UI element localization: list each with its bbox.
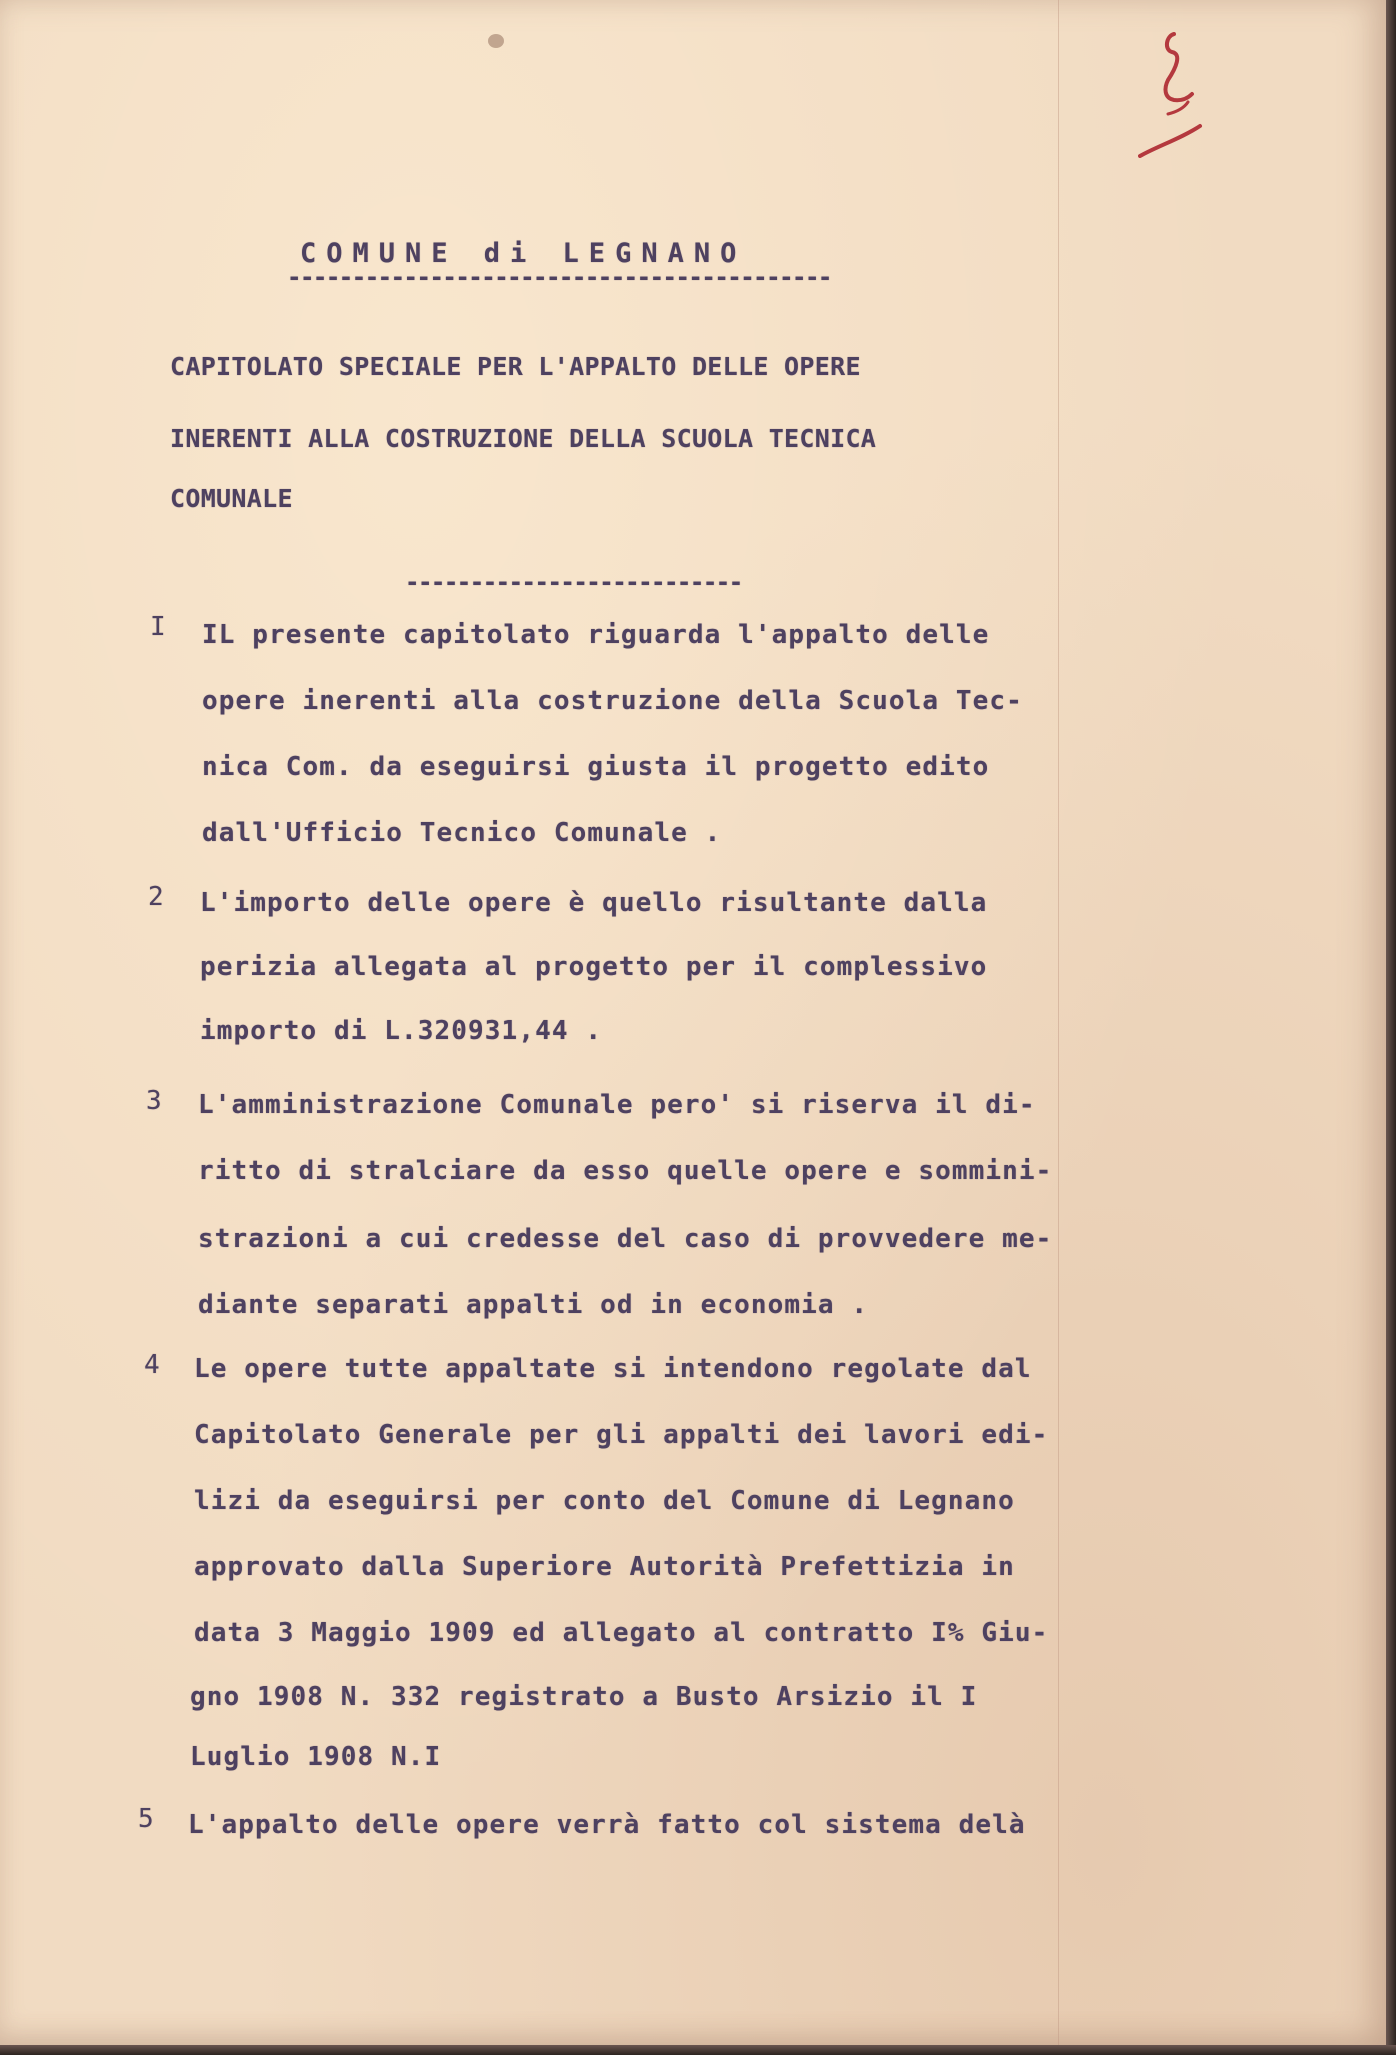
article-5-line-1: L'appalto delle opere verrà fatto col sistema delà xyxy=(188,1810,1026,1840)
article-4-line-2: Capitolato Generale per gli appalti dei lavori edi- xyxy=(194,1420,1049,1450)
article-3-line-2: ritto di stralciare da esso quelle opere e sommini- xyxy=(198,1156,1053,1186)
heading-line-2: INERENTI ALLA COSTRUZIONE DELLA SCUOLA TECNICA xyxy=(170,424,877,453)
article-3-line-4: diante separati appalti od in economia . xyxy=(198,1290,869,1320)
article-number: I xyxy=(150,612,167,642)
punch-hole xyxy=(488,34,504,48)
article-1-line-2: opere inerenti alla costruzione della Scuola Tec- xyxy=(202,686,1023,716)
heading-line-1: CAPITOLATO SPECIALE PER L'APPALTO DELLE OPERE xyxy=(170,352,861,381)
article-1-line-3: nica Com. da eseguirsi giusta il progetto edito xyxy=(202,752,990,782)
article-2-line-2: perizia allegata al progetto per il complessivo xyxy=(200,952,988,982)
margin-rule xyxy=(1058,0,1059,2045)
article-number: 4 xyxy=(144,1350,161,1380)
article-4-line-1: Le opere tutte appaltate si intendono regolate dal xyxy=(194,1354,1032,1384)
article-1-line-1: IL presente capitolato riguarda l'appalto delle xyxy=(202,620,990,650)
page-edge-bottom xyxy=(0,2045,1396,2055)
article-4-line-7: Luglio 1908 N.I xyxy=(190,1742,442,1772)
article-3-line-3: strazioni a cui credesse del caso di provvedere me- xyxy=(198,1224,1053,1254)
article-4-line-4: approvato dalla Superiore Autorità Prefettizia in xyxy=(194,1552,1015,1582)
handwritten-folio-number xyxy=(1138,28,1208,158)
heading-line-3: COMUNALE xyxy=(170,484,293,513)
article-4-line-6: gno 1908 N. 332 registrato a Busto Arsizio il I xyxy=(190,1682,978,1712)
folio-mark xyxy=(1138,28,1208,158)
article-2-line-3: importo di L.320931,44 . xyxy=(200,1016,603,1046)
article-number: 3 xyxy=(146,1086,163,1116)
article-1-line-4: dall'Ufficio Tecnico Comunale . xyxy=(202,818,722,848)
title-rule: ------------------------------------------ xyxy=(287,265,831,289)
article-3-line-1: L'amministrazione Comunale pero' si riserva il di- xyxy=(198,1090,1036,1120)
article-number: 5 xyxy=(138,1804,155,1834)
article-4-line-5: data 3 Maggio 1909 ed allegato al contratto I% Giu- xyxy=(194,1618,1049,1648)
page-edge-right xyxy=(1386,0,1396,2055)
article-number: 2 xyxy=(148,882,165,912)
article-2-line-1: L'importo delle opere è quello risultante dalla xyxy=(200,888,988,918)
page-title: COMUNE di LEGNANO xyxy=(300,238,747,269)
heading-rule: -------------------------- xyxy=(405,570,742,594)
article-4-line-3: lizi da eseguirsi per conto del Comune di Legnano xyxy=(194,1486,1015,1516)
